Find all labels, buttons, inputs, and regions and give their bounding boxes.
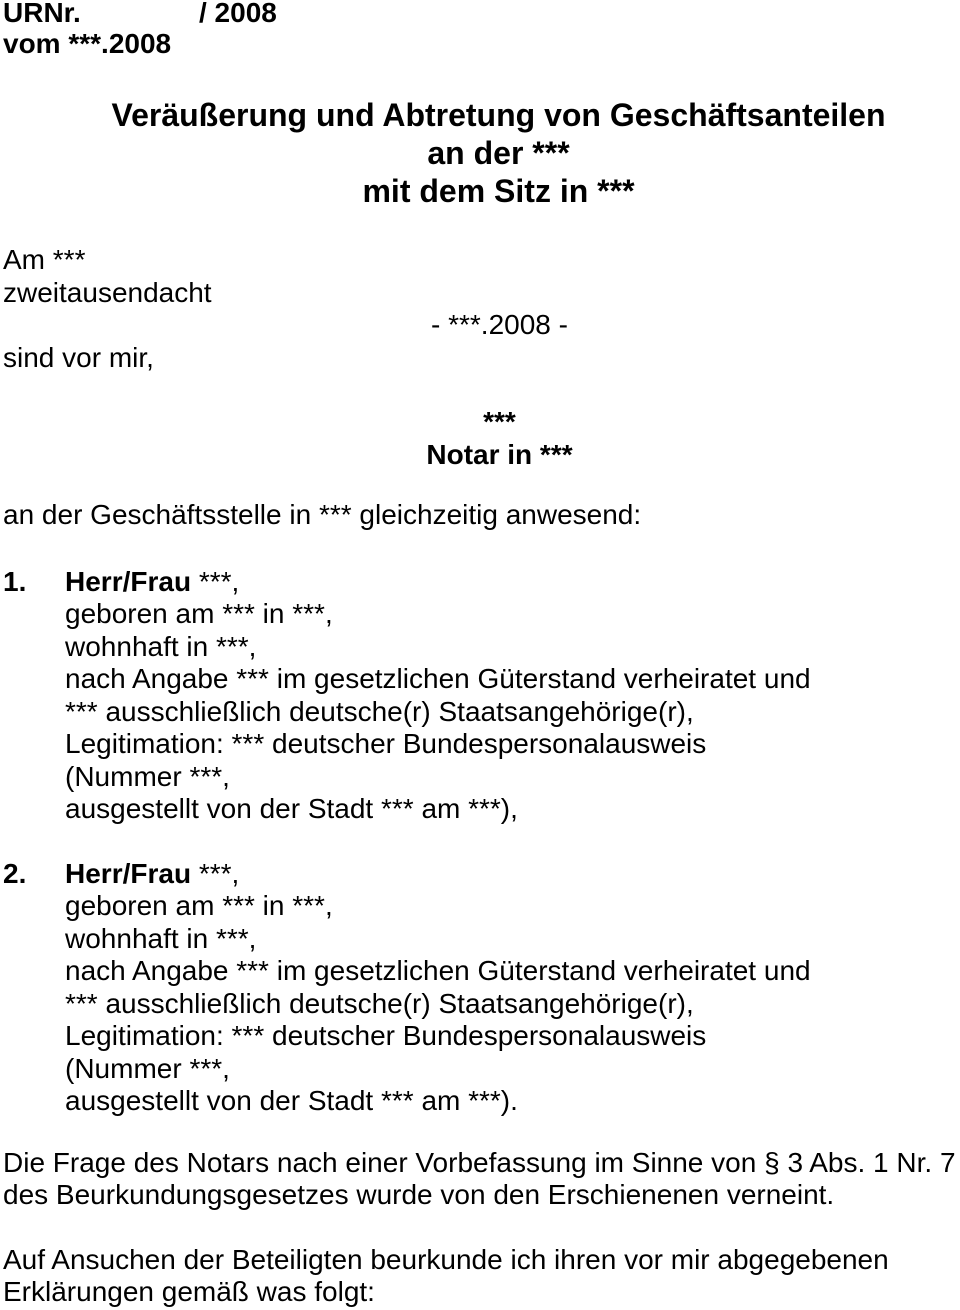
deed-title-line-1: Veräußerung und Abtretung von Geschäftsanteilen <box>111 97 886 133</box>
party-1-number: 1. <box>3 565 27 597</box>
party-2-number: 2. <box>3 857 27 889</box>
party-1-details <box>65 566 960 826</box>
deed-title-line-3: mit dem Sitz in *** <box>362 173 635 209</box>
party-2-salutation: Herr/Frau <box>65 857 192 889</box>
party-2-marital-line: nach Angabe *** im gesetzlichen Güterstand verheiratet und <box>65 955 811 986</box>
urnr-line <box>3 0 960 28</box>
vorbefassung-paragraph <box>3 1147 960 1212</box>
party-2-residence-line: wohnhaft in ***, <box>65 922 257 954</box>
intro-date-centered: - ***.2008 - <box>431 309 568 340</box>
beurkundung-paragraph <box>3 1244 960 1309</box>
beurkundung-line-1: Auf Ansuchen der Beteiligten beurkunde ich ihren vor mir abgegebenen <box>3 1243 889 1275</box>
urnr-label: URNr. <box>3 0 81 28</box>
party-2-details <box>65 858 960 1118</box>
deed-title-line-2: an der *** <box>427 135 570 171</box>
vorbefassung-line-1: Die Frage des Notars nach einer Vorbefassung im Sinne von § 3 Abs. 1 Nr. 7 <box>3 1146 956 1178</box>
party-1-birth-line: geboren am *** in ***, <box>65 598 333 629</box>
party-1-id-issue-line: ausgestellt von der Stadt *** am ***), <box>65 793 518 824</box>
party-2-legitimation-line: Legitimation: *** deutscher Bundespersonalausweis <box>65 1020 707 1051</box>
notary-name-placeholder: *** <box>483 406 516 437</box>
party-2-name-placeholder: ***, <box>191 857 240 889</box>
party-1-nationality-line: *** ausschließlich deutsche(r) Staatsangehörige(r), <box>65 695 694 727</box>
party-2-nationality-line: *** ausschließlich deutsche(r) Staatsangehörige(r), <box>65 987 694 1019</box>
deed-title <box>3 96 960 210</box>
party-1-marital-line: nach Angabe *** im gesetzlichen Güterstand verheiratet und <box>65 663 811 694</box>
intro-block <box>3 244 960 374</box>
party-2-id-issue-line: ausgestellt von der Stadt *** am ***). <box>65 1085 518 1116</box>
party-1-id-number-line: (Nummer ***, <box>65 760 230 792</box>
party-item-1 <box>3 566 960 826</box>
party-2-id-number-line: (Nummer ***, <box>65 1052 230 1084</box>
party-2-birth-line: geboren am *** in ***, <box>65 890 333 921</box>
party-1-name-line <box>65 566 960 599</box>
intro-line-am: Am *** <box>3 244 86 275</box>
party-item-2 <box>3 858 960 1118</box>
deed-date-line: vom ***.2008 <box>3 28 172 59</box>
party-1-name-placeholder: ***, <box>191 565 240 597</box>
party-1-salutation: Herr/Frau <box>65 565 192 597</box>
presence-line: an der Geschäftsstelle in *** gleichzeitig anwesend: <box>3 499 642 530</box>
notary-block <box>3 406 960 471</box>
beurkundung-line-2: Erklärungen gemäß was folgt: <box>3 1276 375 1307</box>
intro-line-year: zweitausendacht <box>3 276 212 308</box>
vorbefassung-line-2: des Beurkundungsgesetzes wurde von den Erschienenen verneint. <box>3 1179 835 1210</box>
urnr-number: / 2008 <box>199 0 277 28</box>
party-2-name-line <box>65 858 960 891</box>
deed-reference-block <box>3 0 960 59</box>
party-1-residence-line: wohnhaft in ***, <box>65 630 257 662</box>
party-1-legitimation-line: Legitimation: *** deutscher Bundespersonalausweis <box>65 728 707 759</box>
notary-title-line: Notar in *** <box>426 438 573 470</box>
intro-line-sind: sind vor mir, <box>3 341 154 373</box>
